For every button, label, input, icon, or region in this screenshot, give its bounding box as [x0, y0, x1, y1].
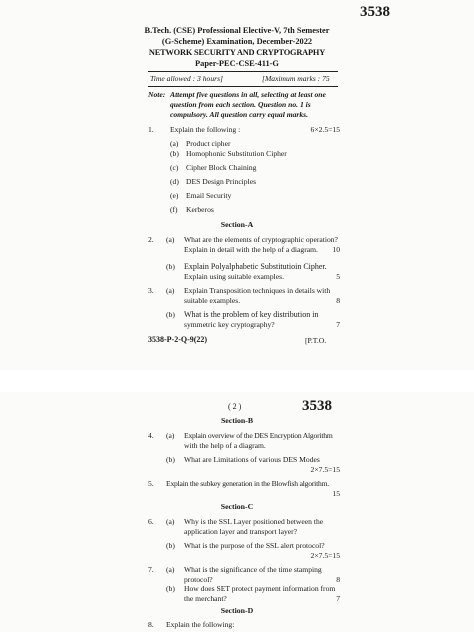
q1-marks: 6×2.5=15: [310, 125, 340, 134]
q4a-label: (a): [166, 431, 175, 440]
q7a-text-cont: protocol?: [184, 575, 213, 584]
header-divider-2: [148, 86, 338, 87]
exam-session: (G-Scheme) Examination, December-2022: [161, 37, 313, 46]
max-marks: [Maximum marks : 75: [262, 74, 330, 83]
q6a-text-cont: application layer and transport layer?: [184, 527, 298, 536]
q1-item-text: Product cipher: [186, 139, 231, 148]
q5-marks: 15: [332, 489, 340, 498]
q7b-text: How does SET protect payment information from: [184, 584, 336, 593]
q7a-label: (a): [166, 565, 175, 574]
q2a-marks: 10: [332, 245, 340, 254]
q2b-marks: 5: [336, 272, 340, 281]
q1-text: Explain the following :: [170, 125, 241, 134]
q2b-text-cont: Explain using suitable examples.: [184, 272, 284, 281]
q7a-marks: 8: [336, 575, 340, 584]
note-line-3: compulsory. All question carry equal marks.: [170, 110, 309, 119]
time-allowed: Time allowed : 3 hours]: [150, 74, 223, 83]
q1-item-label: (f): [170, 205, 178, 214]
q8-number: 8.: [148, 620, 154, 629]
q6-marks: 2×7.5=15: [310, 551, 340, 560]
q3a-text: Explain Transposition techniques in details with: [184, 286, 331, 295]
q5-text: Explain the subkey generation in the Blowfish algorithm.: [166, 479, 330, 488]
q6b-label: (b): [166, 541, 175, 550]
q3b-marks: 7: [336, 320, 340, 329]
q6a-text: Why is the SSL Layer positioned between the: [184, 517, 324, 526]
q5-number: 5.: [148, 479, 154, 488]
q1-item-label: (d): [170, 177, 179, 186]
q3-number: 3.: [148, 286, 154, 295]
q2a-text: What are the elements of cryptographic operation?: [184, 235, 338, 244]
q3b-label: (b): [166, 310, 175, 319]
q1-item-label: (c): [170, 163, 179, 172]
q6b-text: What is the purpose of the SSL alert protocol?: [184, 541, 325, 550]
q7b-marks: 7: [336, 594, 340, 603]
q4b-label: (b): [166, 455, 175, 464]
q4-number: 4.: [148, 431, 154, 440]
exam-page-2: [0, 392, 474, 632]
q4a-text-cont: with the help of a diagram.: [184, 441, 266, 450]
q7b-text-cont: the merchant?: [184, 594, 227, 603]
q4a-text: Explain overview of the DES Encryption Algorithm: [184, 431, 333, 440]
page-number: ( 2 ): [228, 402, 242, 411]
q2b-label: (b): [166, 262, 175, 271]
footer-code: 3538-P-2-Q-9(22): [148, 335, 208, 344]
paper-code: 3538: [360, 4, 390, 20]
q2a-text-cont: Explain in detail with the help of a diagram.: [184, 245, 318, 254]
q6-number: 6.: [148, 517, 154, 526]
section-d-heading: Section-D: [220, 606, 254, 615]
q2b-text: Explain Polyalphabetic Substitutioin Cipher.: [184, 262, 327, 271]
paper-code: 3538: [302, 398, 332, 414]
q7-number: 7.: [148, 565, 154, 574]
subject-title: NETWORK SECURITY AND CRYPTOGRAPHY: [148, 48, 326, 57]
paper-id: Paper-PEC-CSE-411-G: [195, 59, 279, 68]
q1-item-text: Cipher Block Chaining: [186, 163, 257, 172]
q6a-label: (a): [166, 517, 175, 526]
q1-item-text: DES Design Principles: [186, 177, 257, 186]
q1-item-text: Homophonic Substitution Cipher: [186, 149, 287, 158]
section-b-heading: Section-B: [220, 416, 254, 425]
q1-item-label: (e): [170, 191, 179, 200]
q7a-text: What is the significance of the time stamping: [184, 565, 322, 574]
q4-marks: 2×7.5=15: [310, 465, 340, 474]
q3a-label: (a): [166, 286, 175, 295]
q1-item-text: Email Security: [186, 191, 232, 200]
q1-number: 1.: [148, 125, 154, 134]
note-line-1: Attempt five questions in all, selecting at least one: [170, 90, 326, 99]
q2a-label: (a): [166, 235, 175, 244]
q3b-text-cont: symmetric key cryptography?: [184, 320, 275, 329]
q8-text: Explain the following:: [166, 620, 235, 629]
q1-item-label: (b): [170, 149, 179, 158]
q7b-label: (b): [166, 584, 175, 593]
note-line-2: question from each section. Question no. 1 is: [170, 100, 311, 109]
q3a-text-cont: suitable examples.: [184, 296, 241, 305]
q4b-text: What are Limitations of various DES Modes: [184, 455, 320, 464]
note-label: Note:: [148, 90, 166, 99]
footer-pto: [P.T.O.: [305, 336, 327, 345]
q1-item-text: Kerberos: [186, 205, 214, 214]
q2-number: 2.: [148, 235, 154, 244]
section-c-heading: Section-C: [220, 502, 254, 511]
q3a-marks: 8: [336, 296, 340, 305]
q3b-text: What is the problem of key distribution in: [184, 310, 319, 319]
q1-item-label: (a): [170, 139, 179, 148]
section-a-heading: Section-A: [220, 220, 254, 229]
course-title: B.Tech. (CSE) Professional Elective-V, 7th Semester: [144, 26, 330, 35]
header-divider: [148, 71, 338, 72]
